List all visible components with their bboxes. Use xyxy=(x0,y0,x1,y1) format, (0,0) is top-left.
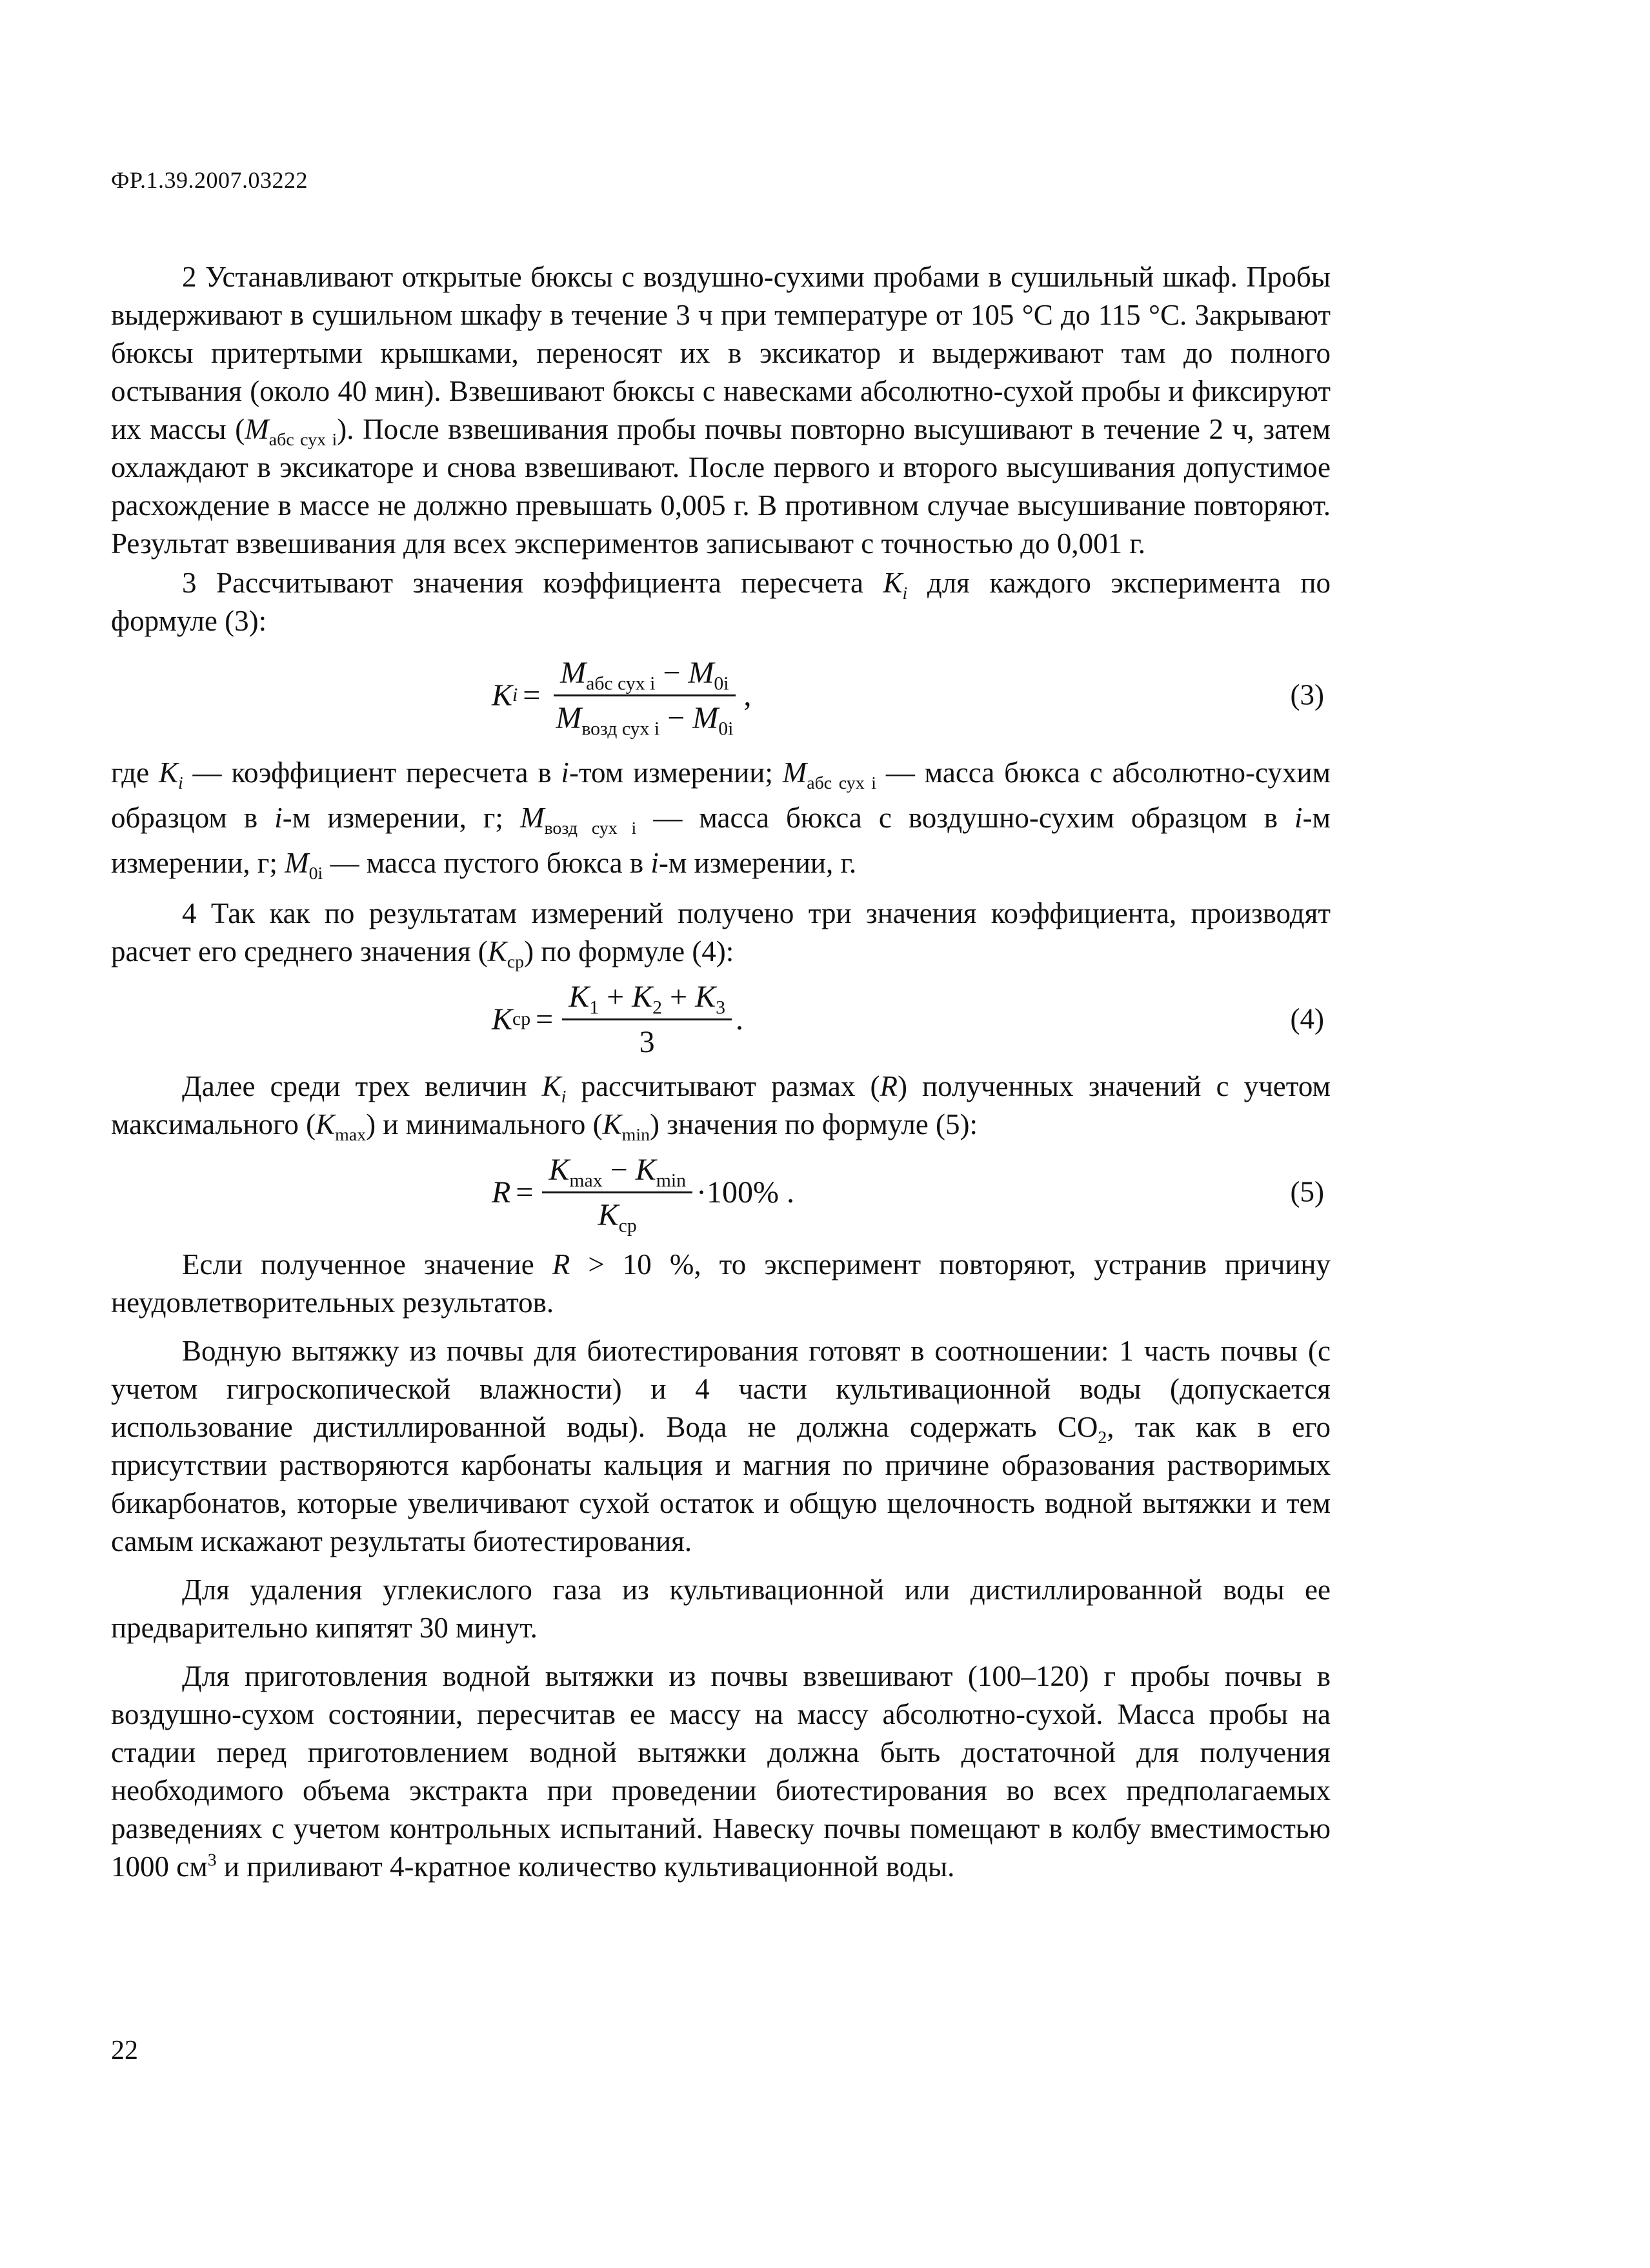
paragraph-step-4: 4 Так как по результатам измерений получено три значения коэффициента, производят расчет его среднего значения $(K_{ср})$ по формуле (4): xyxy=(111,897,1331,972)
paragraph-where-3: где $K_i$ — коэффициент пересчета в i-том измерении; $M_{абс сух i}$ — масса бюкса с абсолютно-сухим образцом в i-м измерении, г; $M_{возд сух i}$ — масса бюкса с воздушно-сухим образцом в i-м измерении, г; $M_{0i}$ — масса пустого бюкса в i-м измерении, г. xyxy=(111,756,1331,884)
paragraph-boil: Для удаления углекислого газа из культивационной или дистиллированной воды ее предварительно кипятят 30 минут. xyxy=(111,1574,1331,1644)
formula-4-expression: K ср = $\frac{K_1 + K_2 + K_3}{3}$ . xyxy=(492,977,743,1061)
document-code: ФР.1.39.2007.03222 xyxy=(111,167,308,193)
formula-3-number: (3) xyxy=(1290,678,1324,711)
formula-3-expression: K i = $\frac{M_{абс сух i} - M_{0i}}{M_{возд сух i} - M_{0i}}$ , xyxy=(492,647,751,744)
formula-3-fraction: $\frac{M_{абс сух i} - M_{0i}}{M_{возд сух i} - M_{0i}}$ xyxy=(549,654,739,737)
formula-4-fraction: $\frac{K_1 + K_2 + K_3}{3}$ xyxy=(562,978,732,1061)
formula-4 xyxy=(111,977,1331,1061)
formula-5 xyxy=(111,1150,1331,1234)
paragraph-step-2: 2 Устанавливают открытые бюксы с воздушно-сухими пробами в сушильный шкаф. Пробы выдерживают в сушильном шкафу в течение 3 ч при температуре от 105 °С до 115 °С. Закрывают бюксы притертыми крышками, переносят их в эксикатор и выдерживают там до полного остывания (около 40 мин). Взвешивают бюксы с навесками абсолютно-сухой пробы и фиксируют их массы $(M_{абс сух i})$. После взвешивания пробы почвы повторно высушивают в течение 2 ч, затем охлаждают в эксикаторе и снова взвешивают. После первого и второго высушивания допустимое расхождение в массе не должно превышать 0,005 г. В противном случае высушивание повторяют. Результат взвешивания для всех экспериментов записывают с точностью до 0,001 г. xyxy=(111,261,1331,560)
page-number: 22 xyxy=(111,2036,138,2065)
formula-3 xyxy=(111,647,1331,744)
formula-5-fraction: $\frac{K_{max} - K_{min}}{K_{ср}}$ xyxy=(542,1151,692,1234)
paragraph-step-3: 3 Рассчитывают значения коэффициента пересчета $K_i$ для каждого эксперимента по формуле (3): xyxy=(111,567,1331,637)
paragraph-extract: Водную вытяжку из почвы для биотестирования готовят в соотношении: 1 часть почвы (с учетом гигроскопической влажности) и 4 части культивационной воды (допускается использование дистиллированной воды). Вода не должна содержать $СО_2$, так как в его присутствии растворяются карбонаты кальция и магния по причине образования растворимых бикарбонатов, которые увеличивают сухой остаток и общую щелочность водной вытяжки и тем самым искажают результаты биотестирования. xyxy=(111,1335,1331,1557)
paragraph-preparation: Для приготовления водной вытяжки из почвы взвешивают (100–120) г пробы почвы в воздушно-сухом состоянии, пересчитав ее массу на массу абсолютно-сухой. Масса пробы на стадии перед приготовлением водной вытяжки должна быть достаточной для получения необходимого объема экстракта при проведении биотестирования во всех предполагаемых разведениях с учетом контрольных испытаний. Навеску почвы помещают в колбу вместимостью 1000 $см^3$ и приливают 4-кратное количество культивационной воды. xyxy=(111,1660,1331,1883)
formula-4-number: (4) xyxy=(1290,1002,1324,1035)
paragraph-if-range: Если полученное значение R > 10 %, то эксперимент повторяют, устранив причину неудовлетворительных результатов. xyxy=(111,1248,1331,1319)
formula-5-number: (5) xyxy=(1290,1175,1324,1208)
formula-5-expression: R = $\frac{K_{max} - K_{min}}{K_{ср}}$ ·100% . xyxy=(492,1150,794,1234)
page-body xyxy=(111,258,1331,1886)
paragraph-range: Далее среди трех величин $K_i$ рассчитывают размах (R) полученных значений с учетом максимального $(K_{max})$ и минимального $(K_{min})$ значения по формуле (5): xyxy=(111,1070,1331,1145)
